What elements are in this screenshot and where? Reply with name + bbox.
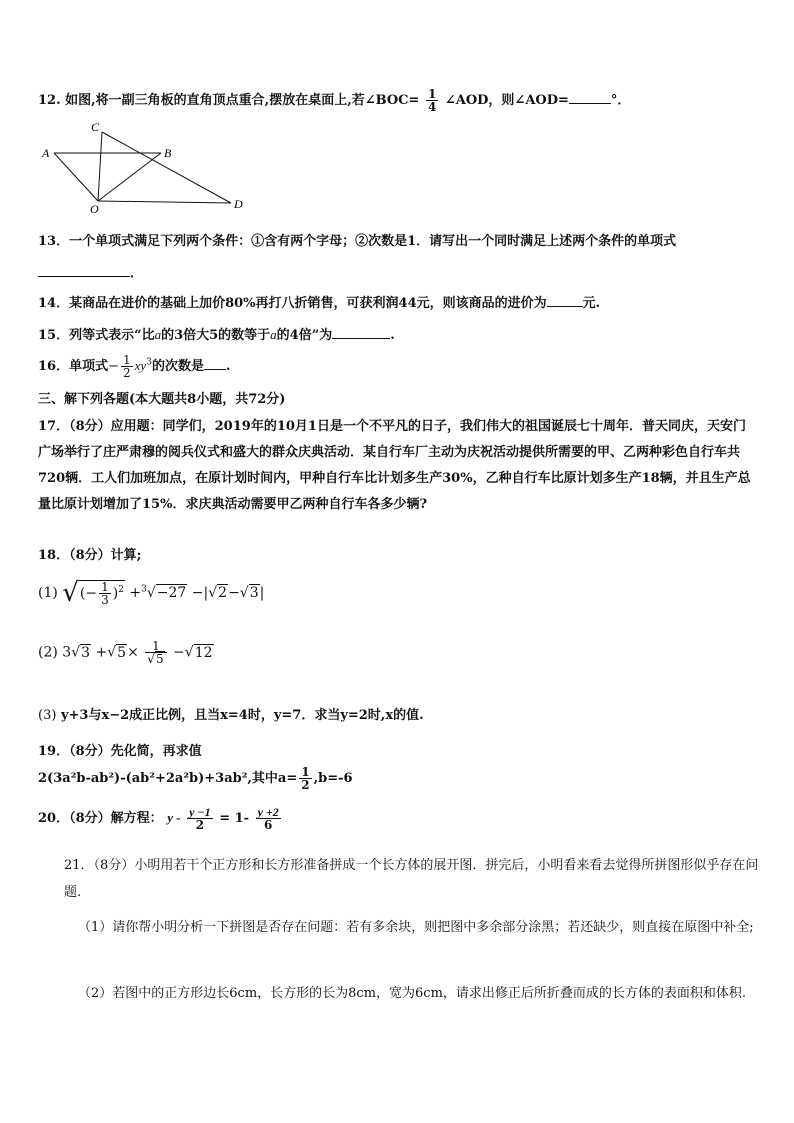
q18-p1-cube-index: 3 (141, 584, 147, 595)
q20-fraction-2: $\frac{y +2}{6}$ (257, 805, 279, 832)
q19-tail: ,b=-6 (313, 771, 353, 786)
q12-text-c: °． (610, 93, 631, 108)
q18-p1-fraction: $\frac{1}{3}$ (101, 580, 109, 607)
q12-figure (36, 118, 256, 218)
q18-line (38, 544, 141, 563)
q18-p3-label: (3) (38, 708, 57, 723)
q18-p2-rad-c: 12 (194, 644, 213, 661)
q18-p1-minus2: − (191, 585, 204, 601)
q18-p1-square: 2 (118, 584, 124, 595)
q13-line (38, 230, 676, 249)
q19-head: 19．（8分） (38, 744, 111, 759)
q18-p2-minus: − (173, 644, 185, 661)
q20-line (38, 806, 283, 831)
q18-head: 18．（8分） (38, 548, 111, 563)
q18-p1-abs-minus: − (228, 585, 240, 601)
q16-text-b: 的次数是 (151, 359, 204, 374)
q18-p2-rad-b: 5 (117, 644, 127, 661)
q18-text: 计算; (110, 548, 142, 563)
q14-number: 14． (38, 296, 70, 311)
q18-p2-rad-a: 3 (81, 644, 91, 661)
q13-number: 13． (38, 234, 70, 249)
q17-text: 应用题：同学们，2019年的10月1日是一个不平凡的日子，我们伟大的祖国诞辰七十周年．普天同庆，天安门广场举行了庄严肃穆的阅兵仪式和盛大的群众庆典活动．某自行车厂主动为庆祝活动提供所需要的甲、乙两种彩色自行车共720辆．工人们加班加点，在原计划时间内，甲种自行车比计划多生产30%，乙种自行车比原计划多生产18辆，并且生产总量比原计划增加了15%．求庆典活动需要甲乙两种自行车各多少辆? (38, 419, 751, 512)
q16-end: . (225, 359, 231, 374)
q21-part1: （1）请你帮小明分析一下拼图是否存在问题：若有多余块，则把图中多余部分涂黑；若还缺少，则直接在原图中补全; (78, 920, 754, 935)
label-O: O (90, 202, 99, 216)
q16-line (38, 354, 230, 379)
q18-part2: (2) 3√3 +√5× $\frac{1}{√5}$ −√12 (38, 639, 213, 666)
q12-line (38, 88, 630, 113)
q15-text-a: 列等式表示“比 (69, 328, 155, 343)
q18-p2-coef: 3 (62, 644, 72, 661)
q18-p2-fraction: $\frac{1}{√5}$ (145, 640, 166, 665)
q15-line (38, 324, 395, 343)
q15-end: . (390, 328, 395, 343)
q17-block (38, 414, 758, 518)
q16-exp: 3 (146, 357, 152, 368)
q20-mid: = 1- (219, 811, 250, 826)
q16-number: 16． (38, 359, 70, 374)
q15-answer-blank[interactable] (332, 325, 390, 339)
q12-number: 12. (38, 93, 61, 108)
q15-var-b: a (270, 327, 277, 342)
q14-line (38, 292, 600, 311)
q12-fraction: $\frac{1}{4}$ (427, 87, 437, 114)
line-AO (54, 153, 98, 201)
q15-text-b: 的3倍大5的数等于 (161, 328, 271, 343)
q16-expr: xy (134, 358, 147, 373)
line-OB (98, 153, 161, 201)
q18-part3 (38, 704, 424, 723)
q18-p1-cube-radicand: −27 (156, 585, 187, 601)
q14-end: 元. (582, 296, 601, 311)
q18-p2-times: × (127, 644, 139, 661)
label-A: A (42, 146, 50, 160)
q15-number: 15． (38, 328, 70, 343)
q16-text-a: 单项式 (69, 359, 109, 374)
line-OD (98, 201, 231, 203)
q19-line (38, 740, 202, 759)
section-3-heading: 三、解下列各题(本大题共8小题，共72分) (38, 392, 286, 407)
q20-head: 20．（8分） (38, 811, 111, 826)
q19-text: 先化简，再求值 (110, 744, 202, 759)
q18-part1: (1) √(− $\frac{1}{3}$ )$^2$ +$^3$√−27 −|√2−√3| (38, 578, 265, 608)
q20-text: 解方程： (110, 811, 163, 826)
q18-p1-label: (1) (38, 585, 58, 601)
q19-expr: 2(3a²b-ab²)-(ab²+2a²b)+3ab²,其中a= (38, 771, 298, 786)
q16-answer-blank[interactable] (204, 356, 226, 370)
q18-p2-label: (2) (38, 644, 58, 661)
label-D: D (234, 197, 243, 211)
q14-text: 某商品在进价的基础上加价80%再打八折销售，可获利润44元，则该商品的进价为 (69, 296, 547, 311)
line-CD (102, 132, 231, 203)
q21-part2: （2）若图中的正方形边长6cm，长方形的长为8cm，宽为6cm，请求出修正后所折叠而成的长方体的表面积和体积. (78, 986, 747, 1001)
q15-var-a: a (154, 327, 162, 342)
q18-p1-minus: − (85, 585, 98, 602)
label-B: B (164, 146, 172, 160)
q12-text-a: 如图,将一副三角板的直角顶点重合,摆放在桌面上,若∠BOC= (65, 93, 420, 108)
q18-p1-plus: + (129, 585, 142, 601)
q21-block (64, 852, 760, 906)
q18-p2-plus: + (95, 644, 108, 661)
q13-answer-blank[interactable] (38, 263, 130, 277)
q18-p1-abs-a: 2 (218, 585, 228, 601)
q13-text: 一个单项式满足下列两个条件：①含有两个字母；②次数是1．请写出一个同时满足上述两个条件的单项式 (69, 234, 677, 249)
q15-text-c: 的4倍”为 (276, 328, 333, 343)
q16-minus: − (108, 359, 120, 374)
q13-answer-line (38, 262, 143, 281)
q20-lhs: y - (167, 810, 181, 825)
q19-fraction: $\frac{1}{2}$ (301, 765, 310, 792)
q17-head: 17．（8分） (38, 419, 111, 434)
q21-text: 小明用若干个正方形和长方形准备拼成一个长方体的展开图．拼完后，小明看来看去觉得所拼图形似乎存在问题. (64, 858, 759, 900)
q19-expr-line (38, 766, 353, 791)
label-C: C (91, 120, 100, 134)
q16-fraction: $\frac{1}{2}$ (123, 353, 131, 380)
q14-answer-blank[interactable] (547, 293, 583, 307)
q18-p3-text: y+3与x−2成正比例，且当x=4时，y=7．求当y=2时,x的值. (60, 708, 424, 723)
q21-head: 21．（8分） (64, 858, 135, 873)
q12-text-b: ∠AOD，则∠AOD= (444, 93, 569, 108)
q20-fraction-1: $\frac{y -1}{2}$ (189, 805, 211, 832)
q12-answer-blank[interactable] (569, 90, 611, 104)
q13-end: ． (130, 266, 144, 281)
line-CO (98, 132, 102, 201)
q18-p1-abs-b: 3 (249, 585, 259, 601)
